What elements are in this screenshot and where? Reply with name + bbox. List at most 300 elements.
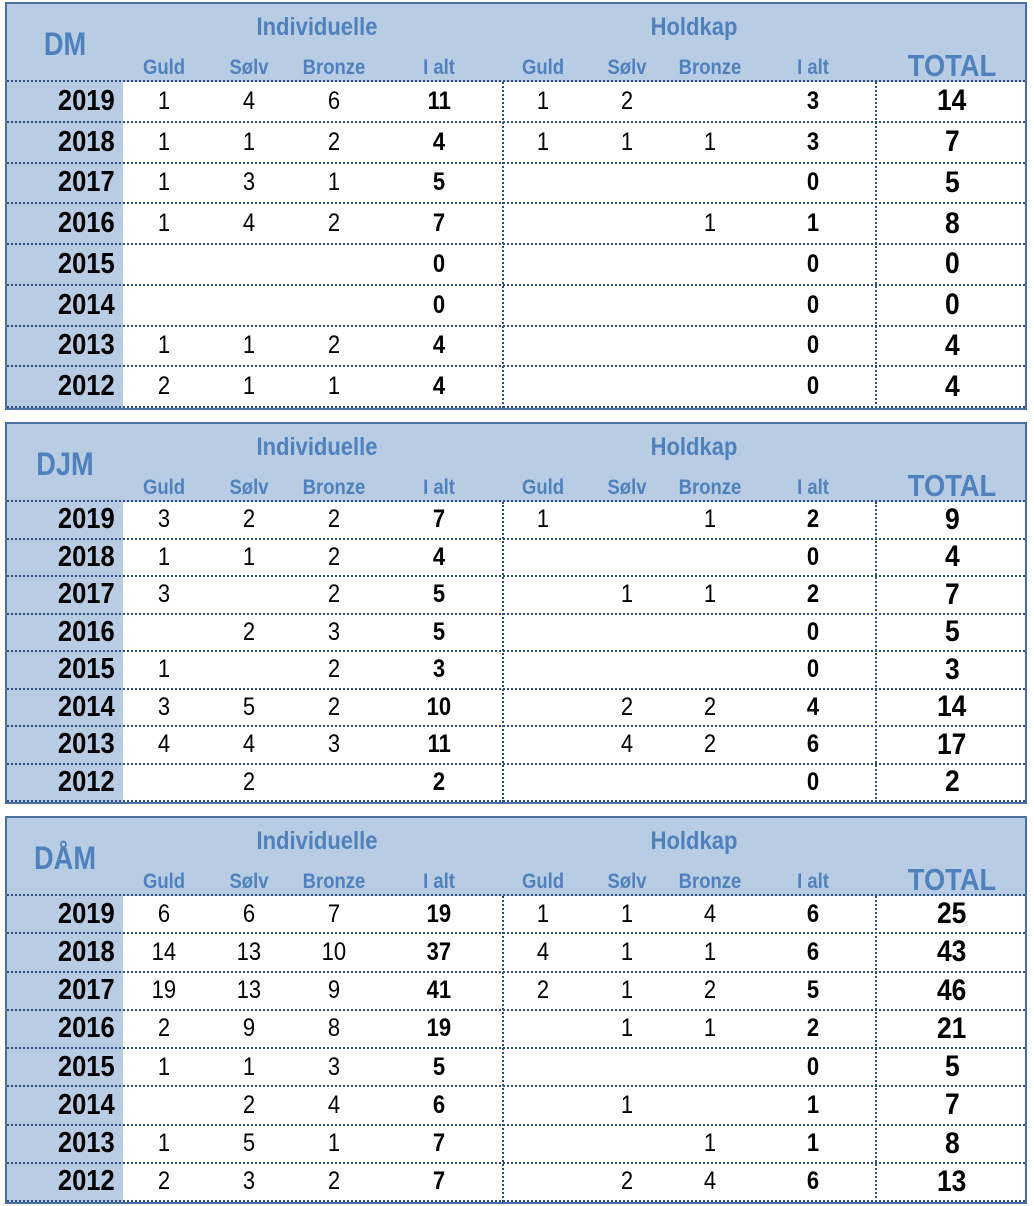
cell-hold-bronze [675,896,745,932]
cell-hold-i-alt [778,615,848,651]
column-header-hold-bronze: Bronze [678,870,742,893]
cell-ind-solv [214,896,284,932]
column-divider-1 [875,82,877,408]
cell-hold-bronze [675,327,745,366]
column-header-hold-solv: Sølv [607,56,647,79]
cell-hold-solv [592,1164,662,1200]
cell-value: 5 [242,1129,256,1158]
cell-ind-guld [129,502,199,538]
cell-ind-i-alt [404,896,474,932]
cell-hold-i-alt [778,727,848,763]
column-header-hold-bronze: Bronze [678,56,742,79]
cell-value: 0 [806,290,820,319]
column-header-hold-i-alt: I alt [797,870,829,893]
cell-hold-solv [592,577,662,613]
row-year [7,327,123,366]
cell-hold-solv [592,82,662,121]
cell-value: 1 [536,86,550,115]
cell-total [902,1011,1002,1047]
cell-hold-i-alt [778,286,848,325]
cell-value: 2 [432,767,446,796]
cell-total [902,973,1002,1009]
cell-total-value: 14 [937,690,967,724]
row-year [7,765,123,801]
cell-hold-guld [508,765,578,801]
cell-ind-bronze [299,896,369,932]
cell-value: 1 [703,209,717,238]
cell-total-value: 7 [944,125,960,159]
cell-ind-bronze [299,502,369,538]
cell-value: 1 [157,655,171,684]
column-header-ind-solv: Sølv [229,870,269,893]
cell-value: 5 [432,617,446,646]
cell-value: 1 [806,1090,820,1119]
cell-hold-bronze [675,204,745,243]
cell-hold-guld [508,615,578,651]
cell-hold-guld [508,1126,578,1162]
cell-hold-bronze [675,973,745,1009]
cell-value: 4 [242,86,256,115]
column-header-hold-bronze: Bronze [678,476,742,499]
row-year [7,727,123,763]
cell-ind-bronze [299,652,369,688]
row-year [7,502,123,538]
cell-value: 9 [327,976,341,1005]
cell-total [902,540,1002,576]
cell-ind-i-alt [404,367,474,406]
cell-ind-i-alt [404,502,474,538]
cell-value: 1 [157,1052,171,1081]
row-year-text: 2018 [58,125,116,158]
cell-total [902,765,1002,801]
cell-ind-guld [129,1011,199,1047]
cell-ind-guld [129,690,199,726]
group-label-holdkap: Holdkap [650,827,738,855]
cell-hold-i-alt [778,690,848,726]
cell-ind-solv [214,1126,284,1162]
cell-hold-guld [508,973,578,1009]
cell-hold-i-alt [778,896,848,932]
cell-value: 3 [242,168,256,197]
row-year [7,1087,123,1123]
cell-ind-solv [214,502,284,538]
cell-hold-bronze [675,540,745,576]
cell-hold-solv [592,973,662,1009]
row-year [7,204,123,243]
cell-ind-i-alt [404,123,474,162]
cell-value: 10 [321,937,347,966]
column-header-ind-guld: Guld [142,870,186,893]
table-row [7,327,1025,368]
cell-value: 0 [806,249,820,278]
cell-value: 6 [242,899,256,928]
row-year-text: 2013 [58,329,116,362]
table-row [7,973,1025,1011]
cell-value: 4 [806,692,820,721]
cell-hold-i-alt [778,502,848,538]
cell-ind-bronze [299,727,369,763]
cell-hold-guld [508,1011,578,1047]
row-year-text: 2016 [58,207,116,240]
column-header-ind-bronze: Bronze [302,870,366,893]
cell-hold-guld [508,1164,578,1200]
cell-value: 5 [242,692,256,721]
cell-value: 19 [151,976,177,1005]
cell-value: 1 [157,127,171,156]
cell-value: 6 [806,937,820,966]
cell-hold-solv [592,1049,662,1085]
cell-value: 14 [151,937,177,966]
row-year-text: 2014 [58,1088,116,1121]
column-header-hold-solv: Sølv [607,870,647,893]
row-year [7,690,123,726]
cell-value: 1 [242,127,256,156]
cell-value: 3 [806,86,820,115]
cell-value: 0 [432,249,446,278]
row-year-text: 2019 [58,84,116,117]
cell-value: 2 [620,692,634,721]
cell-hold-guld [508,204,578,243]
cell-total-value: 2 [944,765,960,799]
cell-value: 3 [242,1167,256,1196]
cell-total [902,896,1002,932]
row-year-text: 2012 [58,370,116,403]
cell-ind-solv [214,1164,284,1200]
cell-ind-bronze [299,123,369,162]
group-label-individuelle: Individuelle [256,827,378,855]
table-row [7,1049,1025,1087]
cell-value: 4 [620,730,634,759]
cell-value: 1 [536,899,550,928]
cell-ind-guld [129,367,199,406]
cell-value: 2 [536,976,550,1005]
row-year-text: 2018 [58,935,116,968]
cell-ind-solv [214,367,284,406]
cell-value: 0 [806,617,820,646]
cell-ind-i-alt [404,164,474,203]
column-header-hold-guld: Guld [521,476,565,499]
row-year-text: 2015 [58,653,116,686]
row-year-text: 2019 [58,503,116,536]
cell-hold-guld [508,327,578,366]
cell-hold-solv [592,615,662,651]
cell-value: 4 [703,899,717,928]
cell-value: 1 [806,209,820,238]
cell-hold-bronze [675,652,745,688]
cell-hold-bronze [675,502,745,538]
cell-ind-solv [214,82,284,121]
cell-hold-guld [508,502,578,538]
cell-ind-guld [129,164,199,203]
cell-total [902,1049,1002,1085]
cell-hold-bronze [675,615,745,651]
row-year-text: 2012 [58,1165,116,1198]
cell-total-value: 13 [937,1164,967,1198]
cell-value: 0 [806,1052,820,1081]
cell-ind-bronze [299,286,369,325]
table-title: DJM [36,446,94,482]
cell-hold-i-alt [778,1011,848,1047]
cell-hold-solv [592,245,662,284]
cell-hold-guld [508,690,578,726]
cell-ind-i-alt [404,615,474,651]
cell-hold-bronze [675,727,745,763]
cell-hold-bronze [675,1011,745,1047]
cell-ind-i-alt [404,973,474,1009]
cell-ind-bronze [299,1011,369,1047]
cell-total-value: 4 [944,540,960,574]
cell-value: 2 [157,372,171,401]
table-row [7,934,1025,972]
medal-table-2 [5,816,1027,1204]
cell-total [902,204,1002,243]
cell-total-value: 9 [944,502,960,536]
cell-total [902,327,1002,366]
cell-total-value: 5 [944,1050,960,1084]
cell-total-value: 8 [944,1126,960,1160]
cell-value: 6 [806,899,820,928]
column-divider-1 [875,502,877,802]
cell-hold-bronze [675,286,745,325]
cell-ind-solv [214,652,284,688]
cell-value: 3 [157,580,171,609]
cell-value: 6 [157,899,171,928]
cell-hold-i-alt [778,1049,848,1085]
cell-hold-guld [508,1049,578,1085]
cell-value: 4 [536,937,550,966]
row-year-text: 2019 [58,897,116,930]
cell-total-value: 4 [944,369,960,403]
column-divider-0 [502,82,504,408]
cell-total-value: 46 [937,973,967,1007]
row-year-text: 2017 [58,166,116,199]
column-divider-1 [875,896,877,1202]
cell-value: 0 [806,767,820,796]
cell-value: 11 [427,86,451,115]
table-title: DÅM [34,840,96,876]
column-header-hold-guld: Guld [521,56,565,79]
cell-value: 5 [432,168,446,197]
cell-ind-solv [214,286,284,325]
cell-ind-guld [129,1126,199,1162]
column-header-ind-solv: Sølv [229,56,269,79]
cell-ind-guld [129,934,199,970]
cell-ind-i-alt [404,245,474,284]
cell-value: 1 [242,1052,256,1081]
row-year [7,652,123,688]
cell-value: 5 [432,1052,446,1081]
column-divider-0 [502,502,504,802]
cell-hold-bronze [675,1049,745,1085]
cell-value: 4 [242,209,256,238]
cell-hold-bronze [675,690,745,726]
cell-value: 1 [157,168,171,197]
row-year [7,934,123,970]
cell-ind-bronze [299,615,369,651]
cell-value: 8 [327,1014,341,1043]
cell-ind-solv [214,540,284,576]
cell-value: 1 [703,127,717,156]
cell-value: 2 [327,542,341,571]
row-year-text: 2013 [58,1127,116,1160]
cell-ind-i-alt [404,577,474,613]
cell-value: 0 [806,168,820,197]
cell-ind-guld [129,540,199,576]
table-row [7,727,1025,765]
cell-value: 2 [242,767,256,796]
cell-hold-i-alt [778,652,848,688]
column-divider-0 [502,896,504,1202]
cell-total-value: 14 [937,84,967,118]
row-year [7,164,123,203]
cell-value: 4 [703,1167,717,1196]
cell-ind-i-alt [404,327,474,366]
cell-value: 6 [806,730,820,759]
cell-hold-guld [508,82,578,121]
medal-table-0 [5,2,1027,410]
cell-value: 3 [327,730,341,759]
row-year [7,82,123,121]
table-row [7,502,1025,540]
cell-value: 0 [806,372,820,401]
cell-total [902,727,1002,763]
column-header-ind-solv: Sølv [229,476,269,499]
cell-ind-solv [214,690,284,726]
row-year-text: 2017 [58,974,116,1007]
cell-total [902,1126,1002,1162]
cell-ind-solv [214,973,284,1009]
cell-value: 1 [157,86,171,115]
cell-total [902,652,1002,688]
row-year-text: 2016 [58,615,116,648]
cell-hold-bronze [675,82,745,121]
cell-value: 1 [620,1014,634,1043]
cell-value: 1 [620,937,634,966]
cell-value: 6 [327,86,341,115]
cell-value: 3 [806,127,820,156]
cell-ind-i-alt [404,540,474,576]
cell-hold-bronze [675,123,745,162]
cell-hold-solv [592,690,662,726]
cell-ind-solv [214,327,284,366]
cell-value: 2 [703,976,717,1005]
cell-hold-i-alt [778,82,848,121]
cell-ind-guld [129,615,199,651]
cell-hold-bronze [675,934,745,970]
group-label-individuelle: Individuelle [256,433,378,461]
cell-hold-i-alt [778,934,848,970]
column-header-total: TOTAL [907,48,997,83]
table-row [7,577,1025,615]
group-label-holdkap: Holdkap [650,13,738,41]
medal-table-1 [5,422,1027,804]
cell-total [902,502,1002,538]
cell-value: 1 [620,127,634,156]
cell-hold-solv [592,367,662,406]
cell-ind-guld [129,1087,199,1123]
group-label-holdkap: Holdkap [650,433,738,461]
cell-value: 0 [806,655,820,684]
cell-hold-bronze [675,1164,745,1200]
cell-ind-guld [129,652,199,688]
cell-value: 10 [426,692,452,721]
cell-total-value: 8 [944,206,960,240]
cell-hold-solv [592,204,662,243]
cell-hold-bronze [675,577,745,613]
cell-ind-solv [214,123,284,162]
cell-total [902,934,1002,970]
cell-value: 2 [327,692,341,721]
cell-value: 37 [426,937,452,966]
cell-value: 2 [620,86,634,115]
cell-hold-solv [592,502,662,538]
row-year [7,1164,123,1200]
cell-value: 4 [327,1090,341,1119]
cell-hold-solv [592,652,662,688]
table-row [7,164,1025,205]
cell-ind-solv [214,204,284,243]
cell-hold-bronze [675,1087,745,1123]
cell-value: 1 [536,127,550,156]
cell-value: 4 [242,730,256,759]
cell-value: 1 [157,542,171,571]
table-row [7,690,1025,728]
cell-value: 7 [432,1167,446,1196]
cell-value: 1 [327,372,341,401]
cell-ind-solv [214,577,284,613]
cell-value: 0 [806,331,820,360]
table-header [7,424,1025,502]
column-header-ind-bronze: Bronze [302,56,366,79]
table-row [7,540,1025,578]
table-row [7,896,1025,934]
cell-ind-bronze [299,245,369,284]
cell-hold-i-alt [778,973,848,1009]
cell-ind-guld [129,973,199,1009]
column-header-total: TOTAL [907,468,997,503]
column-header-hold-i-alt: I alt [797,476,829,499]
cell-hold-solv [592,727,662,763]
row-year-text: 2013 [58,728,116,761]
cell-value: 1 [703,1014,717,1043]
cell-total-value: 7 [944,577,960,611]
cell-hold-i-alt [778,367,848,406]
cell-value: 41 [426,976,452,1005]
cell-hold-i-alt [778,1126,848,1162]
cell-value: 1 [620,1090,634,1119]
cell-hold-guld [508,652,578,688]
cell-hold-solv [592,286,662,325]
cell-value: 2 [327,580,341,609]
cell-value: 9 [242,1014,256,1043]
cell-hold-guld [508,367,578,406]
cell-hold-i-alt [778,1087,848,1123]
cell-value: 2 [806,1014,820,1043]
table-row [7,204,1025,245]
table-row [7,1087,1025,1125]
cell-ind-i-alt [404,286,474,325]
column-header-ind-i-alt: I alt [423,476,455,499]
cell-ind-solv [214,1011,284,1047]
cell-hold-guld [508,577,578,613]
row-year [7,245,123,284]
cell-value: 2 [806,580,820,609]
cell-ind-guld [129,1049,199,1085]
cell-total [902,615,1002,651]
table-row [7,123,1025,164]
row-year [7,1049,123,1085]
row-year-text: 2012 [58,765,116,798]
